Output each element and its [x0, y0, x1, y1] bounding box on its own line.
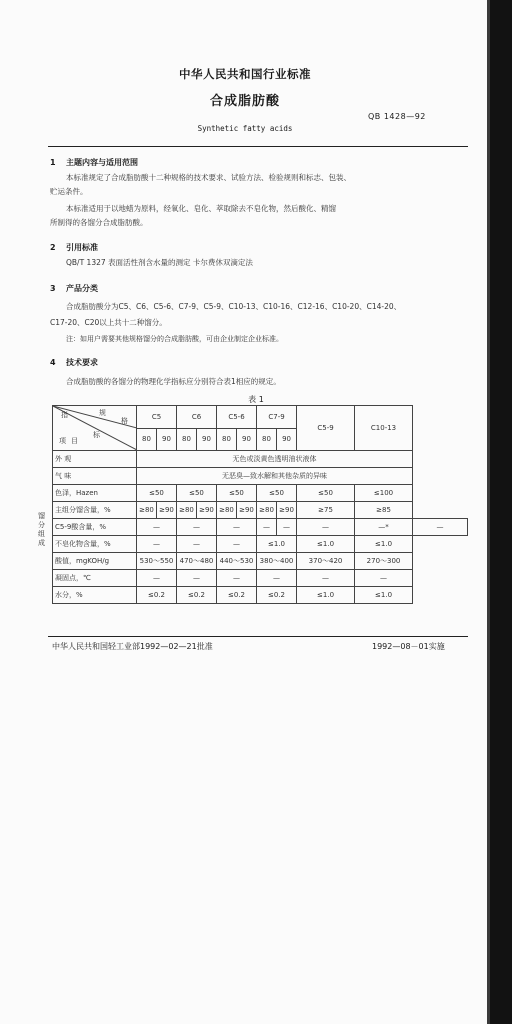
table-caption: 表 1: [248, 395, 264, 404]
row-main-fraction: [53, 502, 468, 519]
table-cell: —: [257, 570, 297, 587]
table-header-row-1: [53, 406, 468, 429]
row-value: 无色或淡黄色透明油状液体: [137, 451, 413, 468]
table-cell: ≥90: [197, 502, 217, 519]
table-cell: —: [277, 519, 297, 536]
table-cell: ≤1.0: [355, 536, 413, 553]
footer-effective: 1992—08－01实施: [372, 642, 445, 651]
corner-label-mid2: 标: [93, 431, 100, 439]
row-label: 外 观: [53, 451, 137, 468]
section-2-heading: [50, 242, 98, 253]
footer-issued: 中华人民共和国轻工业部1992—02—21批准: [52, 642, 213, 651]
col-group-c5: C5: [137, 406, 177, 429]
scan-edge-band: [490, 0, 512, 1024]
corner-label-top2: 格: [121, 417, 128, 425]
section-4-title: 技术要求: [66, 358, 98, 367]
corner-label-left2: 目: [71, 437, 78, 445]
table-cell: ≥80: [217, 502, 237, 519]
row-label: 水分，%: [53, 587, 137, 604]
table-cell: ≥80: [177, 502, 197, 519]
section-3-p1-line1: 合成脂肪酸分为C5、C6、C5-6、C7-9、C5-9、C10-13、C10-16、C12-16、C10-20、C14-20、: [66, 302, 402, 311]
row-label: 气 味: [53, 468, 137, 485]
row-odor: [53, 468, 468, 485]
table-cell: ≥80: [257, 502, 277, 519]
row-appearance: [53, 451, 468, 468]
table-cell: ≤50: [297, 485, 355, 502]
table-cell: 380～400: [257, 553, 297, 570]
grade-cell: 80: [137, 428, 157, 451]
grade-cell: 80: [257, 428, 277, 451]
table-cell: ≤0.2: [257, 587, 297, 604]
row-color: [53, 485, 468, 502]
table-cell: —*: [355, 519, 413, 536]
table-cell: —: [137, 536, 177, 553]
grade-cell: 90: [197, 428, 217, 451]
section-3-title: 产品分类: [66, 284, 98, 293]
section-2-title: 引用标准: [66, 243, 98, 252]
table-cell: ≥90: [237, 502, 257, 519]
table-cell: ≥90: [277, 502, 297, 519]
section-4-number: 4: [50, 358, 56, 367]
table-cell: —: [413, 519, 468, 536]
table-cell: —: [297, 570, 355, 587]
table-cell: 530～550: [137, 553, 177, 570]
col-group-c5-6: C5-6: [217, 406, 257, 429]
grade-cell: 90: [237, 428, 257, 451]
table-cell: ≥90: [157, 502, 177, 519]
section-4-heading: [50, 357, 98, 368]
section-1-heading: [50, 157, 138, 168]
english-title: Synthetic fatty acids: [197, 124, 293, 133]
col-group-c7-9: C7-9: [257, 406, 297, 429]
corner-label-mid: 指: [61, 411, 68, 419]
table-cell: ≤1.0: [355, 587, 413, 604]
row-value: 无恶臭—致水解和其他杂质的异味: [137, 468, 413, 485]
table-cell: ≤100: [355, 485, 413, 502]
footer-rule: [48, 636, 468, 637]
row-water: [53, 587, 468, 604]
table-cell: ≤0.2: [177, 587, 217, 604]
header-rule: [48, 146, 468, 147]
spec-table: [52, 405, 468, 604]
section-3-heading: [50, 283, 98, 294]
section-1-p1-line2: 贮运条件。: [50, 187, 88, 196]
table-cell: —: [297, 519, 355, 536]
table-cell: ≤50: [177, 485, 217, 502]
table-cell: —: [177, 536, 217, 553]
section-1-p2-line2: 所制得的各馏分合成脂肪酸。: [50, 218, 148, 227]
grade-cell: 80: [177, 428, 197, 451]
table-cell: 270～300: [355, 553, 413, 570]
row-label: 酸值，mgKOH/g: [53, 553, 137, 570]
table-cell: ≤50: [137, 485, 177, 502]
grade-cell: 90: [277, 428, 297, 451]
composition-side-label: 馏 分 组 成: [38, 512, 45, 547]
page-title: 合成脂肪酸: [209, 94, 280, 109]
section-3-number: 3: [50, 284, 56, 293]
table-cell: 470～480: [177, 553, 217, 570]
table-cell: ≥75: [297, 502, 355, 519]
table-cell: —: [217, 536, 257, 553]
col-group-c10-13: C10-13: [355, 406, 413, 451]
section-3-note: 注：如用户需要其他规格馏分的合成脂肪酸，可由企业制定企业标准。: [66, 335, 283, 343]
table-cell: ≤50: [217, 485, 257, 502]
section-1-title: 主题内容与适用范围: [66, 158, 138, 167]
grade-cell: 80: [217, 428, 237, 451]
table-cell: —: [217, 519, 257, 536]
table-cell: —: [177, 519, 217, 536]
table-cell: ≤1.0: [257, 536, 297, 553]
section-1-p2-line1: 本标准适用于以地蜡为原料，经氧化、皂化、萃取除去不皂化物，然后酸化、精馏: [66, 204, 336, 213]
row-label: 凝固点，℃: [53, 570, 137, 587]
col-group-c5-9: C5-9: [297, 406, 355, 451]
table-cell: —: [137, 570, 177, 587]
section-2-p1: QB/T 1327 表面活性剂含水量的测定 卡尔费休双滴定法: [66, 258, 253, 267]
row-label: 不皂化物含量，%: [53, 536, 137, 553]
row-label: C5-9酸含量，%: [53, 519, 137, 536]
row-acid-value: [53, 553, 468, 570]
table-cell: ≤0.2: [217, 587, 257, 604]
row-unsaponifiable: [53, 536, 468, 553]
table-cell: —: [257, 519, 277, 536]
table-cell: ≤1.0: [297, 536, 355, 553]
table-cell: ≥85: [355, 502, 413, 519]
section-1-number: 1: [50, 158, 56, 167]
table-cell: ≥80: [137, 502, 157, 519]
table-cell: 370～420: [297, 553, 355, 570]
section-4-p1: 合成脂肪酸的各馏分的物理化学指标应分别符合表1相应的规定。: [66, 377, 281, 386]
section-3-p1-line2: C17-20、C20以上共十二种馏分。: [50, 318, 167, 327]
scan-edge-line: [487, 0, 490, 1024]
table-cell: ≤0.2: [137, 587, 177, 604]
corner-label-top: 规: [99, 409, 106, 417]
section-2-number: 2: [50, 243, 56, 252]
grade-cell: 90: [157, 428, 177, 451]
standard-code: QB 1428—92: [368, 112, 426, 121]
corner-label-left: 项: [59, 437, 66, 445]
header-org: 中华人民共和国行业标准: [179, 67, 311, 81]
row-freezing-point: [53, 570, 468, 587]
row-label: 主组分馏含量，%: [53, 502, 137, 519]
table-cell: ≤1.0: [297, 587, 355, 604]
section-1-p1-line1: 本标准规定了合成脂肪酸十二种规格的技术要求、试验方法、检验规则和标志、包装、: [66, 173, 351, 182]
row-label: 色泽，Hazen: [53, 485, 137, 502]
col-group-c6: C6: [177, 406, 217, 429]
table-cell: 440～530: [217, 553, 257, 570]
table-cell: —: [355, 570, 413, 587]
row-c5-9-acid: [53, 519, 468, 536]
table-cell: —: [137, 519, 177, 536]
table-cell: —: [217, 570, 257, 587]
table-cell: —: [177, 570, 217, 587]
table-cell: ≤50: [257, 485, 297, 502]
table-corner-cell: [53, 406, 137, 451]
